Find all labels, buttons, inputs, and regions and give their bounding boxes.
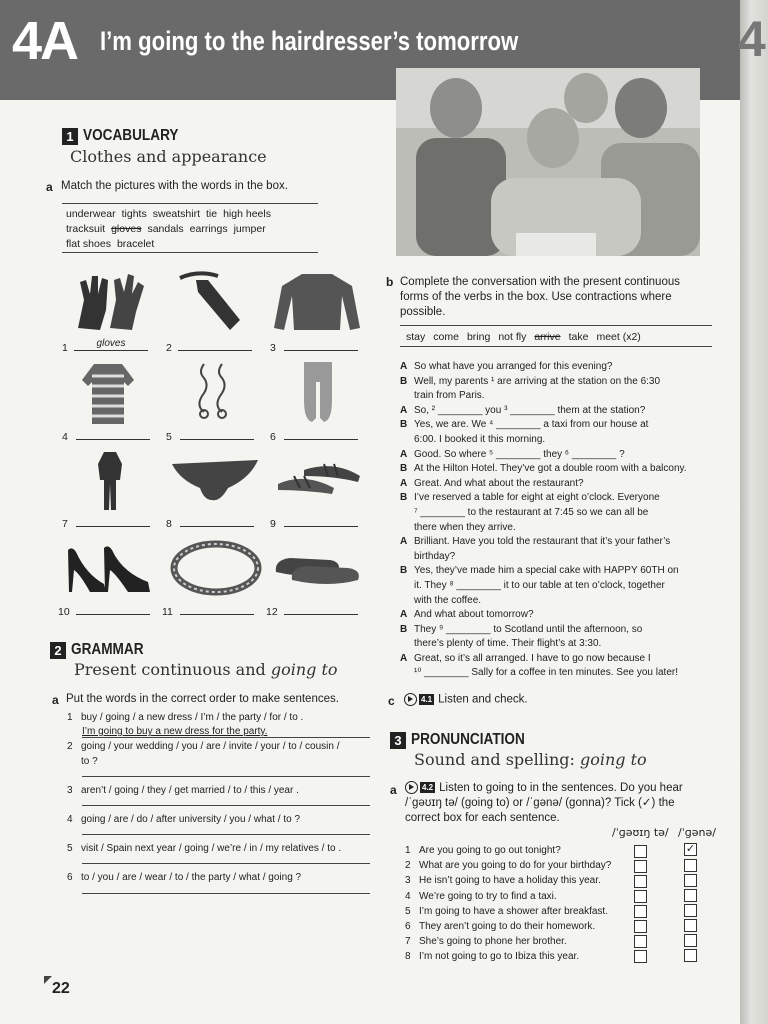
tracksuit-picture xyxy=(96,450,124,512)
verb: come xyxy=(433,331,459,343)
vocabulary-subtitle: Clothes and appearance xyxy=(70,147,267,166)
picture-number: 4 xyxy=(62,431,68,443)
sentence-row: 1 Are you going to go out tonight? xyxy=(405,845,561,856)
checkbox-going-to[interactable] xyxy=(634,950,647,963)
conversation-line: there’s plenty of time. Their flight’s at 3:30. xyxy=(414,638,602,650)
item-number: 6 xyxy=(67,872,73,883)
word: bracelet xyxy=(116,238,155,250)
word-used: gloves xyxy=(111,223,142,235)
answer-blank-4[interactable] xyxy=(76,427,150,440)
word: sweatshirt xyxy=(152,208,200,220)
exercise-instruction: Put the words in the correct order to make sentences. xyxy=(66,693,339,705)
word: underwear xyxy=(66,208,116,220)
jumper-picture xyxy=(272,270,362,334)
item-number: 5 xyxy=(67,843,73,854)
sentence-row: 7 She’s going to phone her brother. xyxy=(405,936,567,948)
answer-line[interactable] xyxy=(82,893,370,894)
checkbox-going-to[interactable] xyxy=(634,935,647,948)
word: tracksuit xyxy=(66,223,106,235)
picture-number: 11 xyxy=(162,606,173,618)
pronunciation-subtitle: Sound and spelling: going to xyxy=(414,750,647,769)
word: tie xyxy=(206,208,218,220)
conversation-line: ⁷ ________ to the restaurant at 7:45 so we can all be xyxy=(414,506,649,518)
conversation xyxy=(400,360,720,681)
earrings-picture xyxy=(194,362,234,422)
item-number: 3 xyxy=(67,785,73,796)
answer-blank-9[interactable] xyxy=(284,514,358,527)
answer-blank-1[interactable]: gloves xyxy=(74,338,148,351)
family-photo xyxy=(396,68,700,256)
item-number: 2 xyxy=(67,741,73,752)
checkbox-gonna[interactable] xyxy=(684,859,697,872)
item-number: 4 xyxy=(67,814,73,825)
checkbox-gonna[interactable] xyxy=(684,949,697,962)
next-page-edge xyxy=(740,0,768,1024)
answer-line[interactable] xyxy=(82,776,370,777)
conversation-line: train from Paris. xyxy=(414,390,485,402)
answer-line[interactable] xyxy=(82,737,370,738)
answer-blank-8[interactable] xyxy=(180,514,254,527)
page-number: 22 xyxy=(52,980,70,997)
answer-line[interactable] xyxy=(82,834,370,835)
verb-box xyxy=(400,325,712,347)
page-corner-mark xyxy=(44,976,52,984)
checkbox-going-to[interactable] xyxy=(634,920,647,933)
checkbox-going-to[interactable] xyxy=(634,860,647,873)
sandals-picture xyxy=(274,458,364,496)
scrambled-sentence-cont: to ? xyxy=(81,756,98,767)
striped-top-picture xyxy=(80,362,136,426)
conversation-line: A Brilliant. Have you told the restaurant that it’s your father’s xyxy=(400,536,671,548)
section-number: 1 xyxy=(62,128,78,145)
high-heels-picture xyxy=(66,544,156,596)
checkbox-going-to[interactable] xyxy=(634,905,647,918)
underwear-picture xyxy=(170,458,260,504)
picture-number: 7 xyxy=(62,518,68,530)
conversation-line: ¹⁰ ________ Sally for a coffee in ten minutes. See you later! xyxy=(414,667,678,679)
picture-number: 1 xyxy=(62,342,68,354)
picture-number: 10 xyxy=(58,606,70,618)
exercise-label: c xyxy=(388,694,395,708)
unit-title: I’m going to the hairdresser’s tomorrow xyxy=(100,26,519,56)
conversation-line: A So what have you arranged for this evening? xyxy=(400,361,613,372)
conversation-line: birthday? xyxy=(414,550,456,562)
picture-number: 8 xyxy=(166,518,172,530)
conversation-line: it. They ⁸ ________ it to our table at ten o’clock, together xyxy=(414,579,665,591)
answer-line[interactable] xyxy=(82,863,370,864)
picture-number: 9 xyxy=(270,518,276,530)
conversation-line: A Great, so it’s all arranged. I have to go now because I xyxy=(400,652,651,664)
audio-track-badge: 4.2 xyxy=(422,783,434,793)
sentence-row: 5 I’m going to have a shower after breakfast. xyxy=(405,905,608,917)
answer-blank-2[interactable] xyxy=(178,338,252,351)
pronunciation-heading xyxy=(390,731,545,749)
item-number: 1 xyxy=(67,712,73,723)
word: flat shoes xyxy=(66,238,111,250)
word: jumper xyxy=(233,223,266,235)
picture-number: 12 xyxy=(266,606,278,618)
verb: bring xyxy=(466,331,491,343)
exercise-label: b xyxy=(386,275,394,289)
tie-picture xyxy=(178,270,248,332)
verb: take xyxy=(568,331,589,343)
flat-shoes-picture xyxy=(272,550,364,590)
checkbox-gonna[interactable] xyxy=(684,934,697,947)
tights-picture xyxy=(298,360,338,424)
conversation-line: B Yes, we are. We ⁴ ________ a taxi from our house at xyxy=(400,419,649,431)
picture-number: 2 xyxy=(166,342,172,354)
checkbox-gonna[interactable] xyxy=(684,874,697,887)
conversation-line: A Good. So where ⁵ ________ they ⁶ ________ ? xyxy=(400,448,625,460)
answer-blank-10[interactable] xyxy=(76,602,150,615)
checkbox-gonna[interactable] xyxy=(684,904,697,917)
conversation-line: A And what about tomorrow? xyxy=(400,609,534,621)
exercise-instruction: Complete the conversation with the present continuous forms of the verbs in the box. Use contractions where possible. xyxy=(400,276,680,318)
verb: not fly xyxy=(498,331,527,343)
conversation-line: there when they arrive. xyxy=(414,521,516,533)
answer-blank-3[interactable] xyxy=(284,338,358,351)
audio-play-icon[interactable] xyxy=(404,693,417,706)
answer-blank-5[interactable] xyxy=(180,427,254,440)
sentence-row: 4 We’re going to try to find a taxi. xyxy=(405,890,557,902)
verb-used: arrive xyxy=(534,331,561,343)
word-box xyxy=(62,203,318,253)
picture-number: 5 xyxy=(166,431,172,443)
checkbox-going-to[interactable] xyxy=(634,845,647,858)
word: sandals xyxy=(147,223,184,235)
checkbox-gonna[interactable]: ✓ xyxy=(685,842,696,855)
conversation-line: B Well, my parents ¹ are arriving at the station on the 6:30 xyxy=(400,375,661,387)
audio-play-icon[interactable] xyxy=(405,781,418,794)
scrambled-sentence: going / are / do / after university / you / what / to ? xyxy=(81,814,301,825)
word: earrings xyxy=(189,223,228,235)
checkbox-going-to[interactable] xyxy=(634,890,647,903)
scrambled-sentence: going / your wedding / you / are / invite / your / to / cousin / xyxy=(81,741,340,752)
checkbox-gonna[interactable] xyxy=(684,889,697,902)
conversation-line: with the coffee. xyxy=(414,594,482,606)
answer-line[interactable] xyxy=(82,805,370,806)
example-answer: I’m going to buy a new dress for the party. xyxy=(82,726,268,737)
listen-check-instruction: 4.1 Listen and check. xyxy=(404,693,528,706)
section-number: 2 xyxy=(50,642,66,659)
answer-blank-7[interactable] xyxy=(76,514,150,527)
word: high heels xyxy=(223,208,271,220)
sentence-row: 8 I’m not going to go to Ibiza this year. xyxy=(405,951,580,963)
section-title: PRONUNCIATION xyxy=(411,731,525,748)
conversation-line: 6:00. I booked it this morning. xyxy=(414,433,546,445)
scrambled-sentence: aren’t / going / they / get married / to / this / year . xyxy=(81,785,299,796)
checkbox-going-to[interactable] xyxy=(634,875,647,888)
audio-track-badge: 4.1 xyxy=(421,695,433,704)
grammar-heading xyxy=(50,641,156,659)
exercise-label: a xyxy=(46,180,53,194)
sentence-row: 6 They aren’t going to do their homework. xyxy=(405,921,596,933)
answer-blank-12[interactable] xyxy=(284,602,358,615)
conversation-line: B I’ve reserved a table for eight at eight o’clock. Everyone xyxy=(400,492,660,504)
section-title: GRAMMAR xyxy=(71,641,144,658)
verb: meet (x2) xyxy=(596,331,641,343)
pronunciation-sentences xyxy=(405,843,611,965)
answer-blank-6[interactable] xyxy=(284,427,358,440)
column-header-gonna: /ˈɡənə/ xyxy=(678,826,716,839)
next-page-unit-number: 4 xyxy=(738,11,766,67)
column-header-going-to: /ˈɡəʊɪŋ tə/ xyxy=(612,826,669,839)
conversation-line: B Yes, they’ve made him a special cake with HAPPY 60TH on xyxy=(400,565,679,577)
verb: stay xyxy=(406,331,426,343)
section-title: VOCABULARY xyxy=(83,127,179,144)
checkbox-gonna[interactable] xyxy=(684,919,697,932)
sentence-row: 3 He isn’t going to have a holiday this year. xyxy=(405,875,601,887)
grammar-subtitle: Present continuous and going to xyxy=(74,660,338,679)
vocabulary-heading xyxy=(62,127,195,145)
unit-number: 4A xyxy=(12,11,78,71)
exercise-label: a xyxy=(390,783,397,797)
picture-number: 3 xyxy=(270,342,276,354)
sentence-row: 2 What are you going to do for your birthday? xyxy=(405,860,612,872)
conversation-line: B They ⁹ ________ to Scotland until the afternoon, so xyxy=(400,623,643,635)
bracelet-picture xyxy=(170,540,262,596)
answer-blank-11[interactable] xyxy=(180,602,254,615)
exercise-label: a xyxy=(52,693,59,707)
word: tights xyxy=(121,208,147,220)
section-number: 3 xyxy=(390,732,406,749)
conversation-line: B At the Hilton Hotel. They’ve got a double room with a balcony. xyxy=(400,463,687,475)
exercise-instruction: Match the pictures with the words in the box. xyxy=(61,180,288,192)
exercise-instruction: 4.2 Listen to going to in the sentences. Do you hear /ˈɡəʊɪŋ tə/ (going to) or /ˈɡənə/ (gonna)? Tick (✓) the correct box for each sentence. xyxy=(405,782,683,824)
scrambled-sentence: to / you / are / wear / to / the party / what / going ? xyxy=(81,872,302,883)
gloves-picture xyxy=(70,270,150,332)
conversation-line: A Great. And what about the restaurant? xyxy=(400,477,584,489)
scrambled-sentence: buy / going / a new dress / I’m / the party / for / to . xyxy=(81,712,304,723)
picture-number: 6 xyxy=(270,431,276,443)
scrambled-sentence: visit / Spain next year / going / we’re / in / my relatives / to . xyxy=(81,843,342,854)
conversation-line: A So, ² ________ you ³ ________ them at the station? xyxy=(400,404,646,416)
